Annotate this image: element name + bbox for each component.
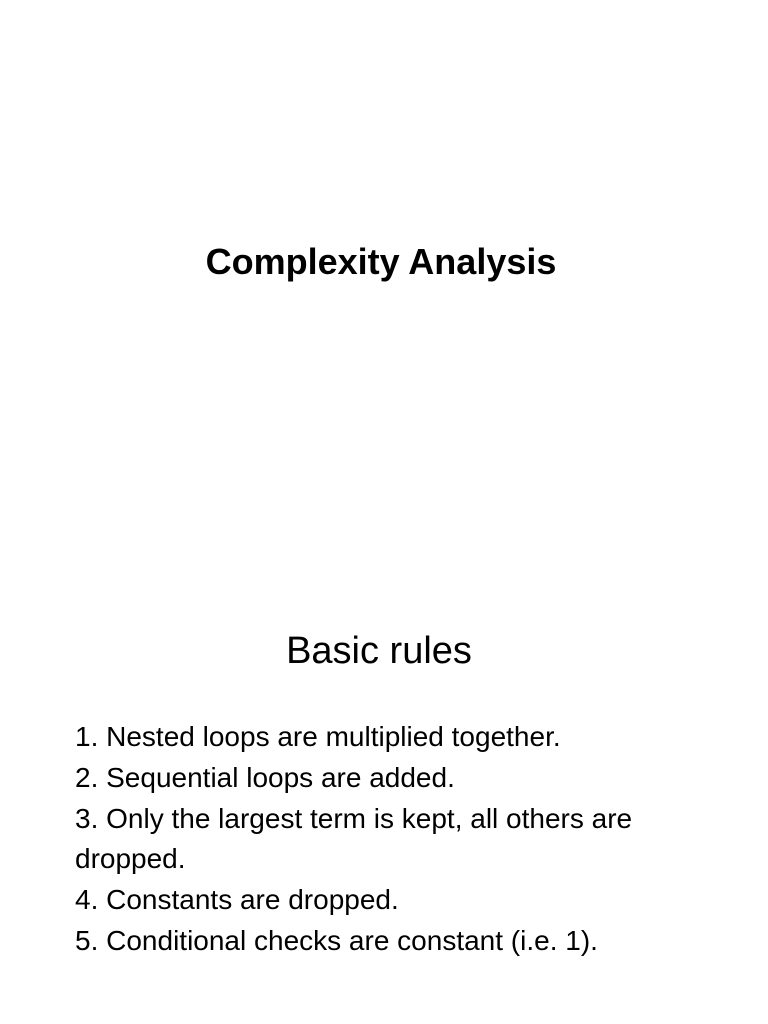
rule-item: 1. Nested loops are multiplied together. — [75, 721, 561, 752]
rule-item: 5. Conditional checks are constant (i.e. 1). — [75, 924, 598, 956]
rules-list — [75, 717, 735, 962]
slide-title: Complexity Analysis — [205, 241, 557, 282]
rule-item: 3. Only the largest term is kept, all others are dropped. — [75, 802, 633, 875]
rule-item: 4. Constants are dropped. — [75, 884, 399, 916]
section-heading: Basic rules — [286, 630, 472, 672]
rule-item: 2. Sequential loops are added. — [75, 761, 455, 793]
